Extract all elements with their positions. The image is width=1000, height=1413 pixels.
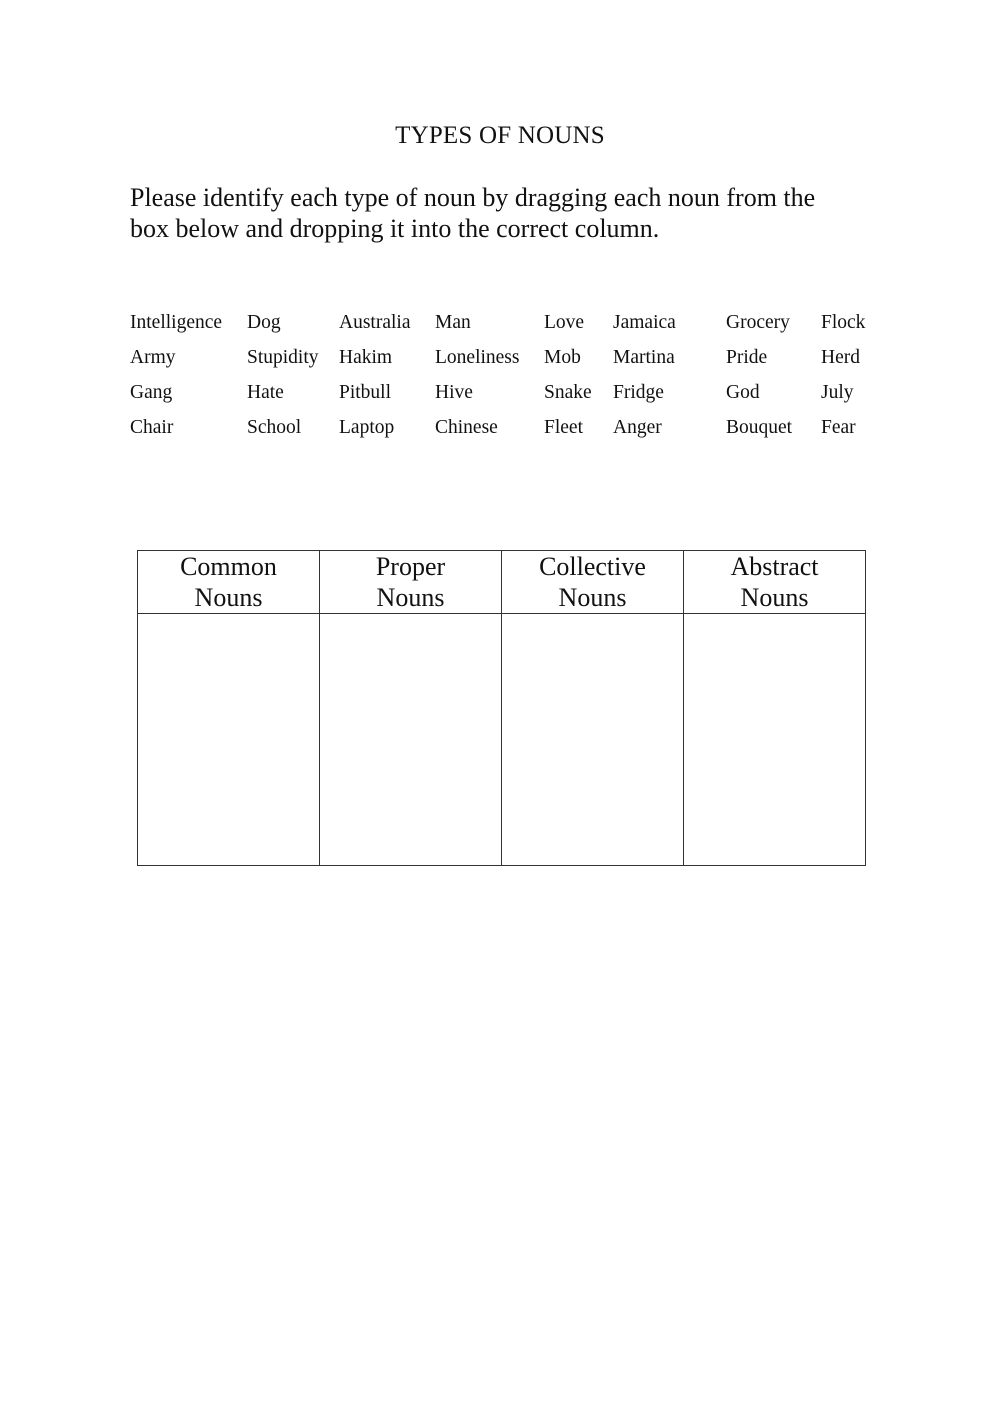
- column-header-line: Nouns: [194, 583, 263, 612]
- draggable-word[interactable]: Hive: [435, 382, 473, 403]
- column-header-line: Nouns: [376, 583, 445, 612]
- draggable-word[interactable]: July: [821, 382, 854, 403]
- draggable-word[interactable]: Grocery: [726, 312, 790, 333]
- draggable-word[interactable]: Intelligence: [130, 312, 223, 333]
- word-bank: [130, 308, 890, 448]
- instructions-line-1: Please identify each type of noun by dragging each noun from the: [130, 183, 816, 212]
- column-header-proper-nouns: [320, 551, 502, 614]
- draggable-word[interactable]: Australia: [339, 312, 411, 333]
- draggable-word[interactable]: Hate: [247, 382, 284, 403]
- draggable-word[interactable]: Pride: [726, 347, 768, 368]
- column-header-line: Proper: [375, 552, 446, 581]
- draggable-word[interactable]: Love: [544, 312, 585, 333]
- draggable-word[interactable]: Pitbull: [339, 382, 392, 403]
- column-header-abstract-nouns: [684, 551, 866, 614]
- drop-zone-row: [138, 614, 866, 866]
- drop-zone-proper-nouns[interactable]: [320, 614, 502, 866]
- draggable-word[interactable]: Chair: [130, 417, 174, 438]
- column-header-collective-nouns: [502, 551, 684, 614]
- draggable-word[interactable]: Martina: [613, 347, 675, 368]
- draggable-word[interactable]: Flock: [821, 312, 866, 333]
- draggable-word[interactable]: Jamaica: [613, 312, 676, 333]
- draggable-word[interactable]: Mob: [544, 347, 581, 368]
- draggable-word[interactable]: God: [726, 382, 760, 403]
- word-bank-row: [130, 378, 890, 413]
- instructions-line-2: box below and dropping it into the correct column.: [130, 214, 660, 243]
- draggable-word[interactable]: School: [247, 417, 302, 438]
- draggable-word[interactable]: Chinese: [435, 417, 498, 438]
- draggable-word[interactable]: Army: [130, 347, 176, 368]
- table-header-row: [138, 551, 866, 614]
- word-bank-row: [130, 308, 890, 343]
- word-bank-row: [130, 413, 890, 448]
- column-header-line: Collective: [539, 552, 646, 581]
- noun-sorting-table: [137, 550, 866, 866]
- draggable-word[interactable]: Fleet: [544, 417, 583, 438]
- draggable-word[interactable]: Laptop: [339, 417, 395, 438]
- draggable-word[interactable]: Snake: [544, 382, 592, 403]
- word-bank-row: [130, 343, 890, 378]
- column-header-line: Nouns: [740, 583, 809, 612]
- draggable-word[interactable]: Gang: [130, 382, 173, 403]
- drop-zone-collective-nouns[interactable]: [502, 614, 684, 866]
- draggable-word[interactable]: Herd: [821, 347, 860, 368]
- draggable-word[interactable]: Fridge: [613, 382, 664, 403]
- column-header-line: Abstract: [730, 552, 819, 581]
- draggable-word[interactable]: Loneliness: [435, 347, 520, 368]
- draggable-word[interactable]: Fear: [821, 417, 856, 438]
- drop-zone-abstract-nouns[interactable]: [684, 614, 866, 866]
- page-title: TYPES OF NOUNS: [395, 122, 605, 149]
- instructions: [130, 182, 890, 244]
- draggable-word[interactable]: Man: [435, 312, 471, 333]
- column-header-common-nouns: [138, 551, 320, 614]
- draggable-word[interactable]: Stupidity: [247, 347, 319, 368]
- draggable-word[interactable]: Hakim: [339, 347, 393, 368]
- draggable-word[interactable]: Dog: [247, 312, 281, 333]
- draggable-word[interactable]: Anger: [613, 417, 662, 438]
- column-header-line: Nouns: [558, 583, 627, 612]
- drop-zone-common-nouns[interactable]: [138, 614, 320, 866]
- column-header-line: Common: [180, 552, 277, 581]
- draggable-word[interactable]: Bouquet: [726, 417, 793, 438]
